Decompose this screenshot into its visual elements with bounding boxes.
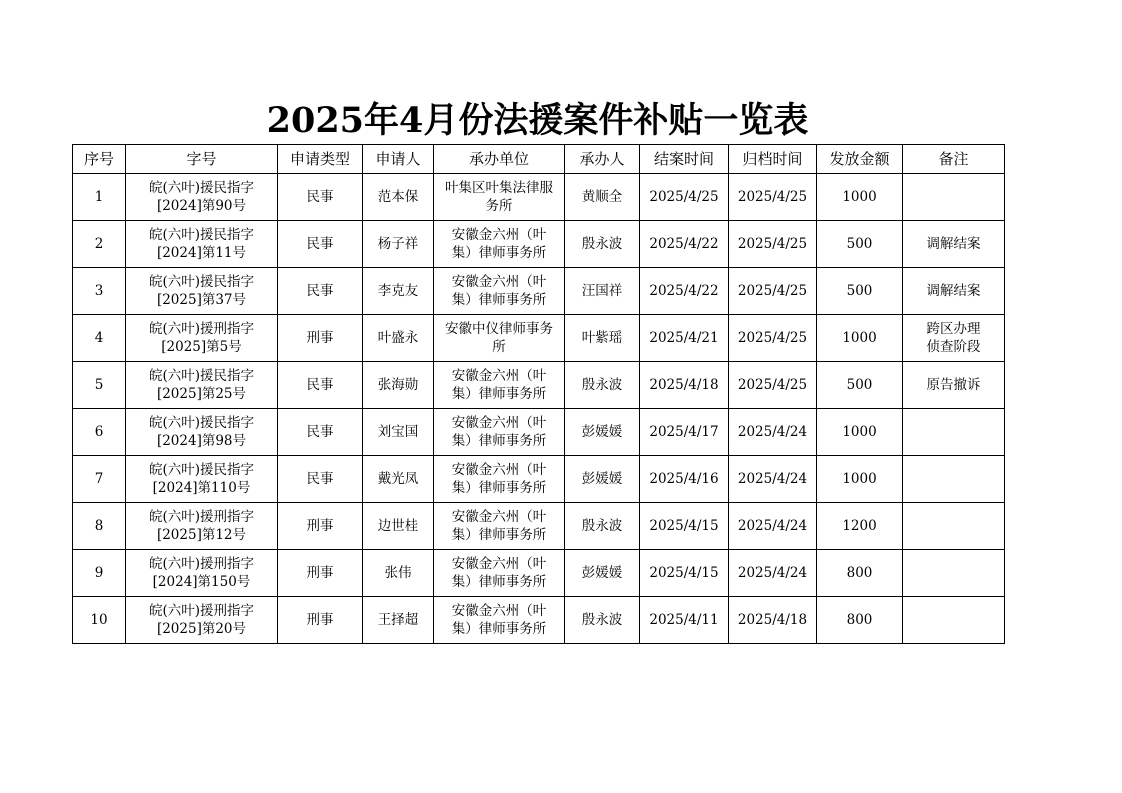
header-cell-unit: 承办单位 xyxy=(434,145,565,174)
cell-case-number-text: 皖(六叶)援民指字 xyxy=(148,274,255,290)
table-header-row xyxy=(73,145,1005,174)
header-cell-handler: 承办人 xyxy=(565,145,640,174)
cell-case-number xyxy=(126,456,278,503)
cell-case-number-text: [2025]第12号 xyxy=(156,527,247,543)
cell-closed-date-text: 2025/4/16 xyxy=(649,471,719,487)
cell-closed-date xyxy=(640,456,729,503)
table-row xyxy=(73,503,1005,550)
cell-handler-text: 汪国祥 xyxy=(581,283,623,299)
cell-type-text: 民事 xyxy=(306,471,334,487)
cell-no-text: 3 xyxy=(94,283,104,299)
cell-applicant xyxy=(363,315,434,362)
header-cell-amount: 发放金额 xyxy=(817,145,903,174)
table-body xyxy=(73,174,1005,644)
cell-handler xyxy=(565,268,640,315)
cell-case-number-text: [2024]第90号 xyxy=(156,198,247,214)
cell-case-number-text: 皖(六叶)援刑指字 xyxy=(148,509,255,525)
cell-unit-text: 安徽金六州（叶 xyxy=(451,368,547,384)
cell-amount xyxy=(817,456,903,503)
table-row xyxy=(73,362,1005,409)
header-cell-closed-date: 结案时间 xyxy=(640,145,729,174)
cell-unit xyxy=(434,550,565,597)
cell-no xyxy=(73,409,126,456)
cell-closed-date-text: 2025/4/18 xyxy=(649,377,719,393)
cell-no-text: 1 xyxy=(94,189,104,205)
cell-applicant xyxy=(363,362,434,409)
table-row xyxy=(73,268,1005,315)
header-cell-archived-date: 归档时间 xyxy=(729,145,817,174)
cell-no-text: 10 xyxy=(90,612,108,628)
cell-archived-date-text: 2025/4/25 xyxy=(737,189,808,205)
cell-case-number-text: [2025]第25号 xyxy=(156,386,247,402)
cell-unit-text: 集）律师事务所 xyxy=(451,245,547,261)
cell-handler-text: 殷永波 xyxy=(581,518,623,534)
cell-no-text: 8 xyxy=(94,518,104,534)
cell-type-text: 民事 xyxy=(306,424,334,440)
cell-handler-text: 殷永波 xyxy=(581,236,623,252)
cell-handler-text: 黄顺全 xyxy=(581,189,623,205)
cell-unit-text: 集）律师事务所 xyxy=(451,574,547,590)
cell-no-text: 6 xyxy=(94,424,104,440)
cell-unit xyxy=(434,503,565,550)
cell-applicant xyxy=(363,221,434,268)
cell-amount xyxy=(817,409,903,456)
cell-archived-date xyxy=(729,362,817,409)
cell-archived-date-text: 2025/4/24 xyxy=(737,424,808,440)
cell-unit xyxy=(434,597,565,644)
cell-handler xyxy=(565,174,640,221)
cell-archived-date xyxy=(729,456,817,503)
cell-applicant xyxy=(363,409,434,456)
subsidy-table xyxy=(72,144,1005,644)
cell-closed-date-text: 2025/4/22 xyxy=(649,283,719,299)
cell-case-number-text: [2024]第110号 xyxy=(152,480,251,496)
cell-handler-text: 彭媛媛 xyxy=(581,565,623,581)
cell-closed-date xyxy=(640,550,729,597)
cell-unit xyxy=(434,409,565,456)
cell-amount xyxy=(817,597,903,644)
cell-closed-date-text: 2025/4/15 xyxy=(649,565,719,581)
cell-type-text: 刑事 xyxy=(306,565,334,581)
cell-amount-text: 800 xyxy=(846,612,873,628)
table-row xyxy=(73,597,1005,644)
cell-closed-date xyxy=(640,174,729,221)
cell-amount xyxy=(817,221,903,268)
cell-applicant xyxy=(363,456,434,503)
cell-applicant-text: 杨子祥 xyxy=(377,236,419,252)
cell-unit xyxy=(434,456,565,503)
cell-archived-date xyxy=(729,503,817,550)
cell-case-number xyxy=(126,362,278,409)
cell-remark-text: 调解结案 xyxy=(926,283,981,299)
table-row xyxy=(73,174,1005,221)
cell-case-number-text: [2025]第37号 xyxy=(156,292,247,308)
cell-case-number xyxy=(126,503,278,550)
cell-case-number xyxy=(126,268,278,315)
cell-archived-date xyxy=(729,268,817,315)
cell-remark-text: 原告撤诉 xyxy=(926,377,981,393)
cell-unit xyxy=(434,315,565,362)
cell-no xyxy=(73,550,126,597)
cell-type xyxy=(278,268,363,315)
cell-amount-text: 500 xyxy=(846,236,873,252)
cell-handler xyxy=(565,550,640,597)
header-cell-type: 申请类型 xyxy=(278,145,363,174)
cell-archived-date xyxy=(729,174,817,221)
header-cell-applicant: 申请人 xyxy=(363,145,434,174)
cell-archived-date-text: 2025/4/25 xyxy=(737,330,808,346)
cell-handler xyxy=(565,315,640,362)
cell-archived-date xyxy=(729,315,817,362)
cell-unit-text: 集）律师事务所 xyxy=(451,386,547,402)
cell-type-text: 民事 xyxy=(306,189,334,205)
cell-amount-text: 500 xyxy=(846,283,873,299)
cell-archived-date-text: 2025/4/18 xyxy=(737,612,808,628)
page-title: 2025年4月份法援案件补贴一览表 xyxy=(266,100,809,141)
cell-type xyxy=(278,456,363,503)
cell-unit xyxy=(434,221,565,268)
cell-closed-date-text: 2025/4/11 xyxy=(649,612,719,628)
cell-handler xyxy=(565,221,640,268)
cell-type xyxy=(278,503,363,550)
cell-amount xyxy=(817,503,903,550)
cell-type xyxy=(278,597,363,644)
cell-handler-text: 叶紫瑶 xyxy=(581,330,623,346)
cell-amount-text: 1000 xyxy=(842,330,877,346)
cell-no xyxy=(73,315,126,362)
cell-case-number-text: 皖(六叶)援刑指字 xyxy=(148,321,255,337)
cell-type-text: 民事 xyxy=(306,236,334,252)
cell-case-number xyxy=(126,409,278,456)
cell-case-number-text: 皖(六叶)援民指字 xyxy=(148,227,255,243)
cell-unit-text: 务所 xyxy=(485,198,513,214)
header-cell-case-number: 字号 xyxy=(126,145,278,174)
cell-case-number xyxy=(126,221,278,268)
cell-handler-text: 彭媛媛 xyxy=(581,424,623,440)
cell-case-number xyxy=(126,550,278,597)
cell-amount-text: 1000 xyxy=(842,471,877,487)
cell-no-text: 7 xyxy=(94,471,104,487)
cell-unit-text: 集）律师事务所 xyxy=(451,292,547,308)
cell-applicant-text: 张伟 xyxy=(384,565,412,581)
table-row xyxy=(73,550,1005,597)
cell-handler xyxy=(565,456,640,503)
cell-unit-text: 安徽金六州（叶 xyxy=(451,509,547,525)
cell-handler xyxy=(565,409,640,456)
cell-applicant xyxy=(363,597,434,644)
cell-unit-text: 安徽金六州（叶 xyxy=(451,556,547,572)
cell-no xyxy=(73,597,126,644)
cell-unit-text: 安徽金六州（叶 xyxy=(451,274,547,290)
cell-no xyxy=(73,503,126,550)
cell-case-number-text: [2024]第98号 xyxy=(156,433,247,449)
cell-remark-text: 跨区办理 xyxy=(926,321,981,337)
cell-unit-text: 集）律师事务所 xyxy=(451,527,547,543)
cell-applicant-text: 王择超 xyxy=(377,612,419,628)
cell-case-number xyxy=(126,315,278,362)
cell-archived-date xyxy=(729,597,817,644)
cell-closed-date-text: 2025/4/22 xyxy=(649,236,719,252)
cell-remark xyxy=(903,174,1005,221)
cell-amount xyxy=(817,315,903,362)
cell-amount-text: 1000 xyxy=(842,424,877,440)
cell-applicant xyxy=(363,503,434,550)
cell-applicant-text: 叶盛永 xyxy=(377,330,419,346)
cell-remark-text: 侦查阶段 xyxy=(926,339,981,355)
cell-applicant-text: 刘宝国 xyxy=(377,424,419,440)
cell-no xyxy=(73,221,126,268)
cell-amount-text: 1000 xyxy=(842,189,877,205)
cell-amount xyxy=(817,550,903,597)
cell-type xyxy=(278,409,363,456)
cell-unit-text: 安徽金六州（叶 xyxy=(451,462,547,478)
cell-unit-text: 集）律师事务所 xyxy=(451,480,547,496)
cell-amount xyxy=(817,362,903,409)
cell-unit xyxy=(434,362,565,409)
cell-amount xyxy=(817,174,903,221)
header-cell-remark: 备注 xyxy=(903,145,1005,174)
cell-type xyxy=(278,221,363,268)
cell-amount-text: 1200 xyxy=(842,518,877,534)
cell-handler xyxy=(565,597,640,644)
cell-no-text: 2 xyxy=(94,236,104,252)
cell-type xyxy=(278,550,363,597)
cell-remark-text: 调解结案 xyxy=(926,236,981,252)
cell-closed-date-text: 2025/4/15 xyxy=(649,518,719,534)
cell-closed-date xyxy=(640,221,729,268)
table-row xyxy=(73,409,1005,456)
cell-applicant-text: 边世桂 xyxy=(377,518,419,534)
cell-remark xyxy=(903,409,1005,456)
cell-unit xyxy=(434,174,565,221)
cell-type xyxy=(278,315,363,362)
cell-case-number-text: 皖(六叶)援民指字 xyxy=(148,368,255,384)
cell-type xyxy=(278,362,363,409)
cell-handler-text: 殷永波 xyxy=(581,377,623,393)
cell-case-number-text: 皖(六叶)援刑指字 xyxy=(148,556,255,572)
cell-unit-text: 所 xyxy=(492,339,506,355)
cell-handler xyxy=(565,362,640,409)
cell-remark xyxy=(903,456,1005,503)
cell-unit xyxy=(434,268,565,315)
cell-no xyxy=(73,268,126,315)
cell-case-number-text: 皖(六叶)援刑指字 xyxy=(148,603,255,619)
cell-applicant-text: 戴光凤 xyxy=(377,471,419,487)
cell-type xyxy=(278,174,363,221)
cell-case-number-text: [2025]第20号 xyxy=(156,621,247,637)
cell-applicant-text: 范本保 xyxy=(377,189,419,205)
cell-remark xyxy=(903,268,1005,315)
cell-unit-text: 安徽金六州（叶 xyxy=(451,603,547,619)
cell-handler-text: 彭媛媛 xyxy=(581,471,623,487)
cell-type-text: 刑事 xyxy=(306,330,334,346)
cell-applicant xyxy=(363,174,434,221)
cell-unit-text: 安徽中仪律师事务 xyxy=(445,321,553,337)
cell-archived-date xyxy=(729,550,817,597)
cell-archived-date-text: 2025/4/24 xyxy=(737,471,808,487)
cell-type-text: 民事 xyxy=(306,377,334,393)
cell-applicant xyxy=(363,268,434,315)
cell-closed-date xyxy=(640,409,729,456)
cell-closed-date-text: 2025/4/21 xyxy=(649,330,719,346)
cell-remark xyxy=(903,221,1005,268)
cell-no xyxy=(73,362,126,409)
cell-archived-date-text: 2025/4/24 xyxy=(737,565,808,581)
cell-case-number xyxy=(126,174,278,221)
cell-case-number xyxy=(126,597,278,644)
cell-case-number-text: 皖(六叶)援民指字 xyxy=(148,180,255,196)
cell-applicant-text: 张海勋 xyxy=(377,377,419,393)
cell-amount-text: 800 xyxy=(846,565,873,581)
cell-archived-date-text: 2025/4/24 xyxy=(737,518,808,534)
cell-unit-text: 集）律师事务所 xyxy=(451,433,547,449)
cell-remark xyxy=(903,550,1005,597)
cell-closed-date-text: 2025/4/17 xyxy=(649,424,719,440)
cell-no-text: 9 xyxy=(94,565,104,581)
cell-no-text: 5 xyxy=(94,377,104,393)
cell-remark xyxy=(903,597,1005,644)
cell-unit-text: 安徽金六州（叶 xyxy=(451,227,547,243)
cell-handler-text: 殷永波 xyxy=(581,612,623,628)
cell-archived-date xyxy=(729,409,817,456)
cell-applicant-text: 李克友 xyxy=(377,283,419,299)
cell-unit-text: 安徽金六州（叶 xyxy=(451,415,547,431)
cell-remark xyxy=(903,362,1005,409)
cell-closed-date xyxy=(640,315,729,362)
cell-unit-text: 集）律师事务所 xyxy=(451,621,547,637)
cell-archived-date-text: 2025/4/25 xyxy=(737,377,808,393)
cell-closed-date xyxy=(640,362,729,409)
cell-remark xyxy=(903,315,1005,362)
cell-case-number-text: 皖(六叶)援民指字 xyxy=(148,415,255,431)
cell-case-number-text: [2024]第150号 xyxy=(152,574,251,590)
cell-no xyxy=(73,174,126,221)
cell-case-number-text: [2025]第5号 xyxy=(161,339,242,355)
cell-case-number-text: [2024]第11号 xyxy=(156,245,247,261)
cell-applicant xyxy=(363,550,434,597)
cell-no-text: 4 xyxy=(94,330,104,346)
cell-archived-date-text: 2025/4/25 xyxy=(737,236,808,252)
cell-closed-date xyxy=(640,597,729,644)
cell-no xyxy=(73,456,126,503)
table-row xyxy=(73,456,1005,503)
cell-handler xyxy=(565,503,640,550)
cell-closed-date-text: 2025/4/25 xyxy=(649,189,719,205)
cell-type-text: 民事 xyxy=(306,283,334,299)
cell-remark xyxy=(903,503,1005,550)
cell-amount xyxy=(817,268,903,315)
cell-type-text: 刑事 xyxy=(306,612,334,628)
cell-case-number-text: 皖(六叶)援民指字 xyxy=(148,462,255,478)
cell-amount-text: 500 xyxy=(846,377,873,393)
cell-closed-date xyxy=(640,268,729,315)
header-cell-no: 序号 xyxy=(73,145,126,174)
cell-unit-text: 叶集区叶集法律服 xyxy=(445,180,553,196)
table-row xyxy=(73,315,1005,362)
cell-closed-date xyxy=(640,503,729,550)
cell-archived-date-text: 2025/4/25 xyxy=(737,283,808,299)
cell-type-text: 刑事 xyxy=(306,518,334,534)
cell-archived-date xyxy=(729,221,817,268)
table-row xyxy=(73,221,1005,268)
